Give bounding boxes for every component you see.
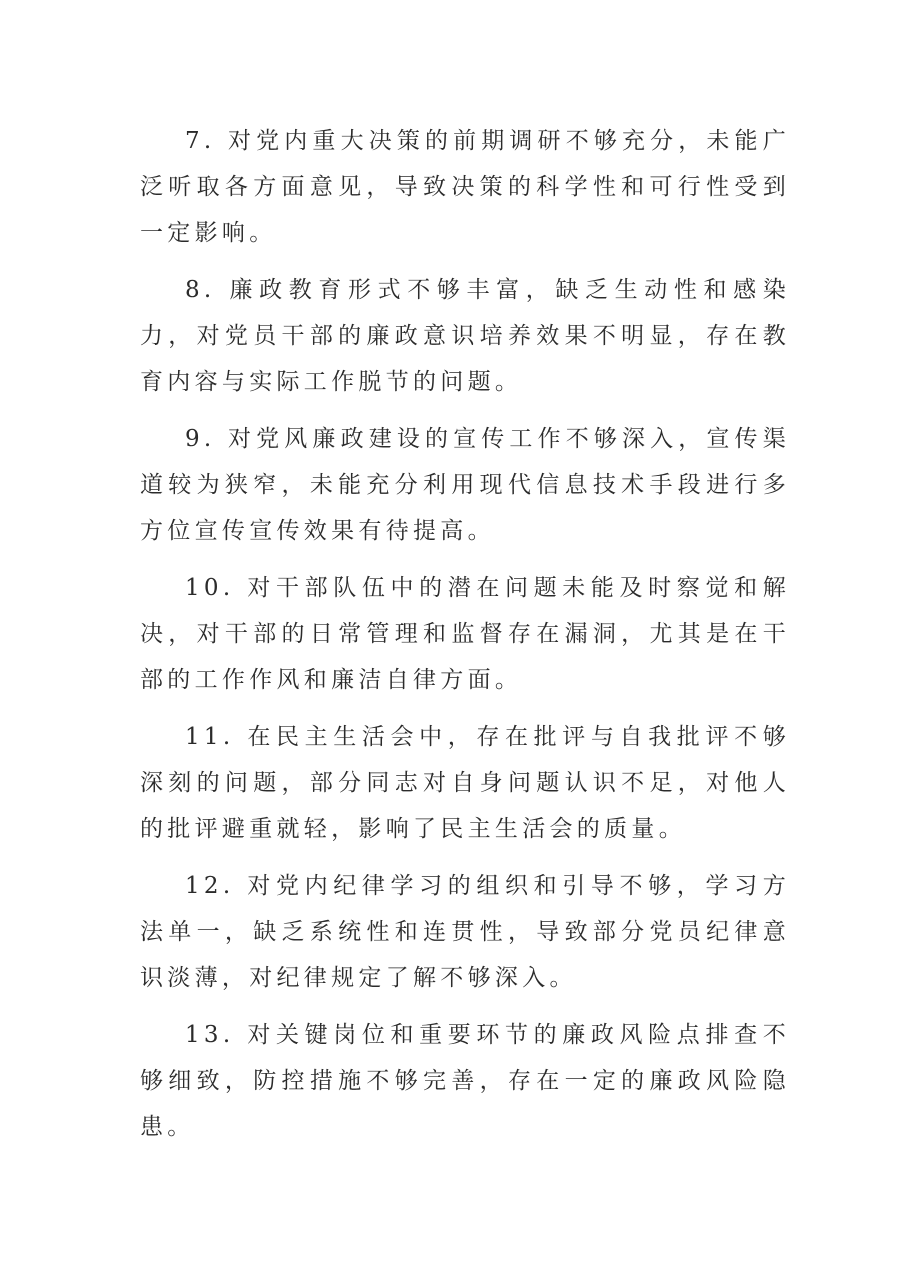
paragraph-item-10: 10. 对干部队伍中的潜在问题未能及时察觉和解决，对干部的日常管理和监督存在漏洞，尤其是在干部的工作作风和廉洁自律方面。 — [140, 575, 790, 693]
document-body — [140, 118, 790, 1161]
paragraph-item-7: 7. 对党内重大决策的前期调研不够充分，未能广泛听取各方面意见，导致决策的科学性和可行性受到一定影响。 — [140, 128, 790, 246]
paragraph-item-9: 9. 对党风廉政建设的宣传工作不够深入，宣传渠道较为狭窄，未能充分利用现代信息技术手段进行多方位宣传宣传效果有待提高。 — [140, 426, 790, 544]
paragraph-item-13: 13. 对关键岗位和重要环节的廉政风险点排查不够细致，防控措施不够完善，存在一定的廉政风险隐患。 — [140, 1022, 790, 1140]
paragraph-item-12: 12. 对党内纪律学习的组织和引导不够，学习方法单一，缺乏系统性和连贯性，导致部分党员纪律意识淡薄，对纪律规定了解不够深入。 — [140, 873, 790, 991]
paragraph-item-8: 8. 廉政教育形式不够丰富，缺乏生动性和感染力，对党员干部的廉政意识培养效果不明显，存在教育内容与实际工作脱节的问题。 — [140, 277, 790, 395]
paragraph-item-11: 11. 在民主生活会中，存在批评与自我批评不够深刻的问题，部分同志对自身问题认识不足，对他人的批评避重就轻，影响了民主生活会的质量。 — [140, 724, 790, 842]
